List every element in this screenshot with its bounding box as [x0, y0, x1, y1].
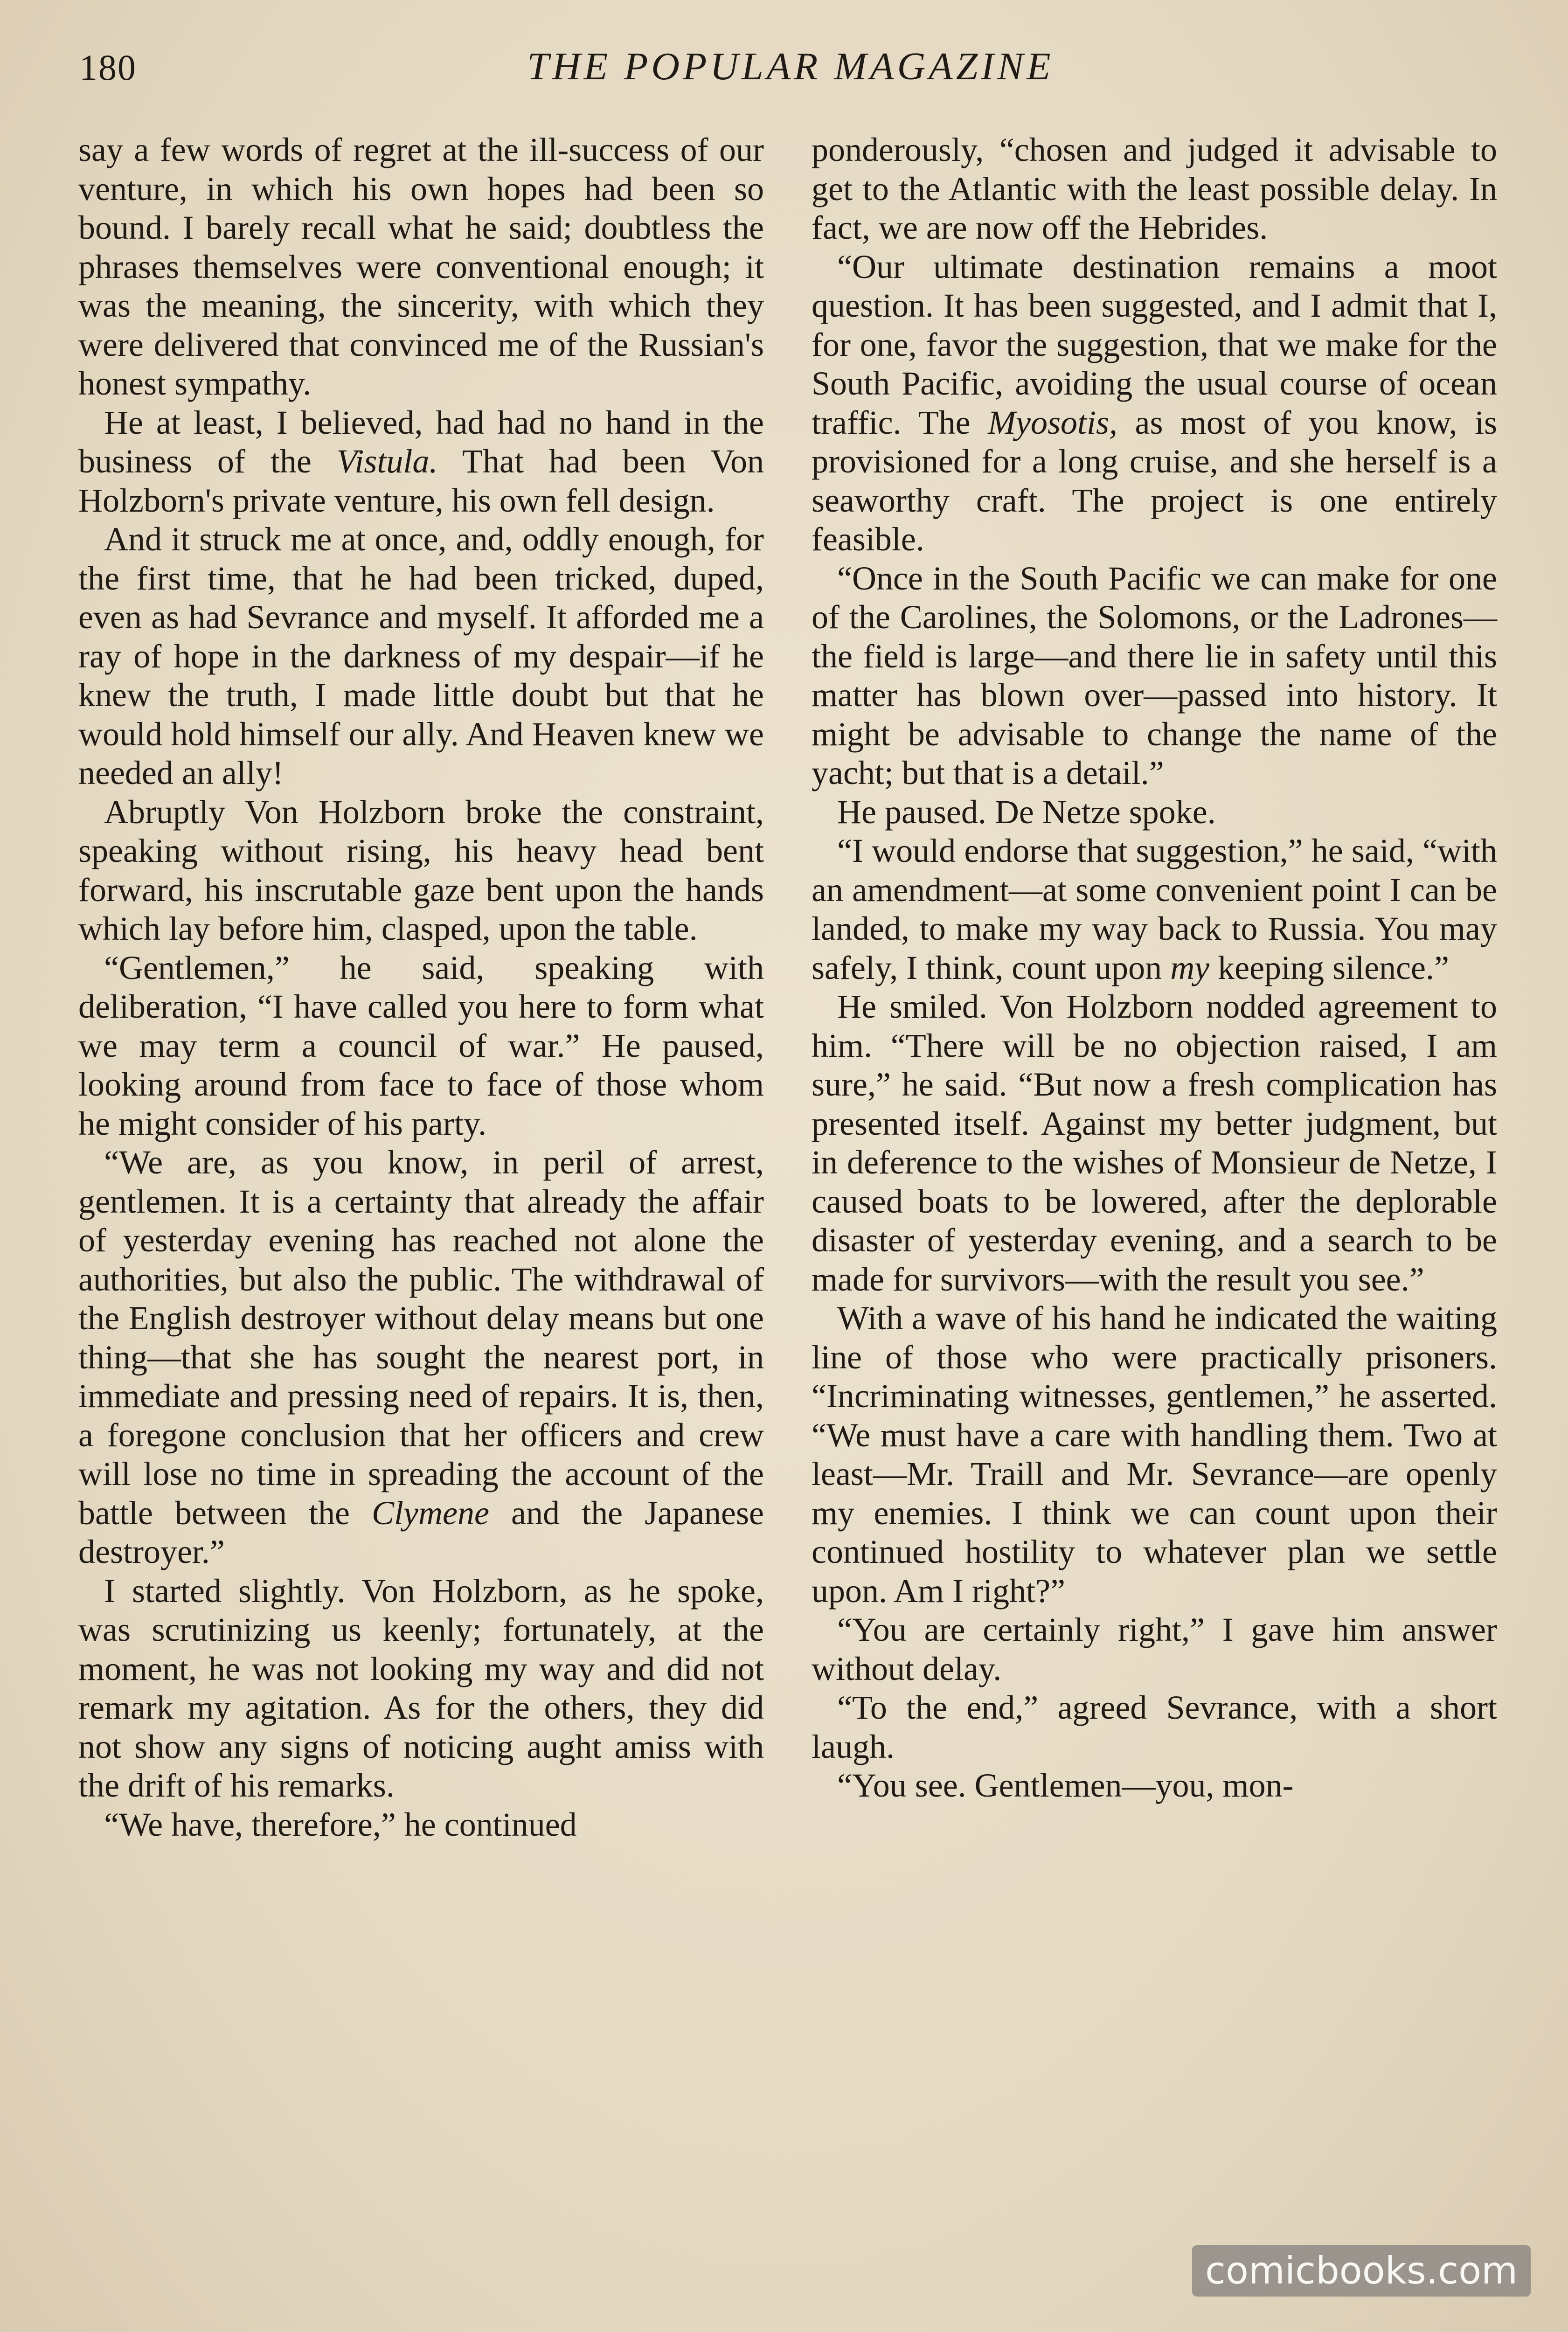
paragraph: ponderously, “chosen and judged it advisable to get to the Atlantic with the least possible delay. In fact, we are now off the Hebrides. — [812, 131, 1497, 246]
paragraph: And it struck me at once, and, oddly enough, for the first time, that he had been tricked, duped, even as had Sevrance and myself. It afforded me a ray of hope in the darkness of my despair—if he knew the truth, I made little doubt but that he would hold himself our ally. And Heaven knew we needed an ally! — [78, 521, 764, 791]
paragraph: “Once in the South Pacific we can make for one of the Carolines, the Solomons, or the Ladrones—the field is large—and there lie in safety until this matter has blown over—passed into history. It might be advisable to change the name of the yacht; but that is a detail.” — [812, 559, 1497, 791]
paragraph: Abruptly Von Holzborn broke the constraint, speaking without rising, his heavy head bent forward, his inscrutable gaze bent upon the hands which lay before him, clasped, upon the table. — [78, 793, 764, 947]
paragraph: He at least, I believed, had had no hand in the business of the Vistula. That had been Von Holzborn's private venture, his own fell design. — [78, 403, 764, 519]
page-number: 180 — [79, 47, 137, 88]
paragraph: say a few words of regret at the ill-success of our venture, in which his own hopes had been so bound. I barely recall what he said; doubtless the phrases themselves were conventional enough; it was the meaning, the sincerity, with which they were delivered that convinced me of the Russian's honest sympathy. — [78, 131, 764, 402]
paragraph: “You are certainly right,” I gave him answer without delay. — [812, 1611, 1497, 1687]
paragraph: “I would endorse that suggestion,” he said, “with an amendment—at some convenient point I can be landed, to make my way back to Russia. You may safely, I think, count upon my keeping silence.” — [812, 832, 1497, 986]
ship-name: Clymene — [372, 1494, 489, 1532]
ship-name: Vistula. — [336, 443, 438, 480]
paragraph: With a wave of his hand he indicated the waiting line of those who were practically prisoners. “Incriminating witnesses, gentlemen,” he asserted. “We must have a care with handling them. Two at least—Mr. Traill and Mr. Sevrance—are openly my enemies. I think we can count upon their continued hostility to whatever plan we settle upon. Am I right?” — [812, 1299, 1497, 1610]
paragraph: “Our ultimate destination remains a moot question. It has been suggested, and I admit that I, for one, favor the suggestion, that we make for the South Pacific, avoiding the usual course of ocean traffic. The Myosotis, as most of you know, is provisioned for a long cruise, and she herself is a seaworthy craft. The project is one entirely feasible. — [812, 248, 1497, 558]
paragraph: I started slightly. Von Holzborn, as he spoke, was scrutinizing us keenly; fortunately, at the moment, he was not looking my way and did not remark my agitation. As for the others, they did not show any signs of noticing aught amiss with the drift of his remarks. — [78, 1572, 764, 1804]
paragraph: He smiled. Von Holzborn nodded agreement to him. “There will be no objection raised, I am sure,” he said. “But now a fresh complication has presented itself. Against my better judgment, but in deference to the wishes of Monsieur de Netze, I caused boats to be lowered, after the deplorable disaster of yesterday evening, and a search to be made for survivors—with the result you see.” — [812, 988, 1497, 1298]
emphasis: my — [1170, 949, 1210, 986]
paragraph: “We are, as you know, in peril of arrest, gentlemen. It is a certainty that already the affair of yesterday evening has reached not alone the authorities, but also the public. The withdrawal of the English destroyer without delay means but one thing—that she has sought the nearest port, in immediate and pressing need of repairs. It is, then, a foregone conclusion that her officers and crew will lose no time in spreading the account of the battle between the Clymene and the Japanese destroyer.” — [78, 1144, 764, 1570]
paragraph: “We have, therefore,” he continued — [104, 1805, 577, 1843]
paragraph: He paused. De Netze spoke. — [837, 793, 1216, 831]
paragraph: “You see. Gentlemen—you, mon- — [837, 1767, 1294, 1804]
ship-name: Myosotis, — [988, 403, 1118, 441]
paragraph: “To the end,” agreed Sevrance, with a short laugh. — [812, 1689, 1497, 1765]
page-header — [79, 47, 1502, 103]
watermark: comicbooks.com — [1192, 2245, 1531, 2297]
paragraph: “Gentlemen,” he said, speaking with deliberation, “I have called you here to form what we may term a council of war.” He paused, looking around from face to face of those whom he might consider of his party. — [78, 949, 764, 1142]
left-text-column — [78, 131, 764, 1844]
running-head-title: THE POPULAR MAGAZINE — [527, 45, 1054, 88]
right-text-column — [812, 131, 1497, 1805]
